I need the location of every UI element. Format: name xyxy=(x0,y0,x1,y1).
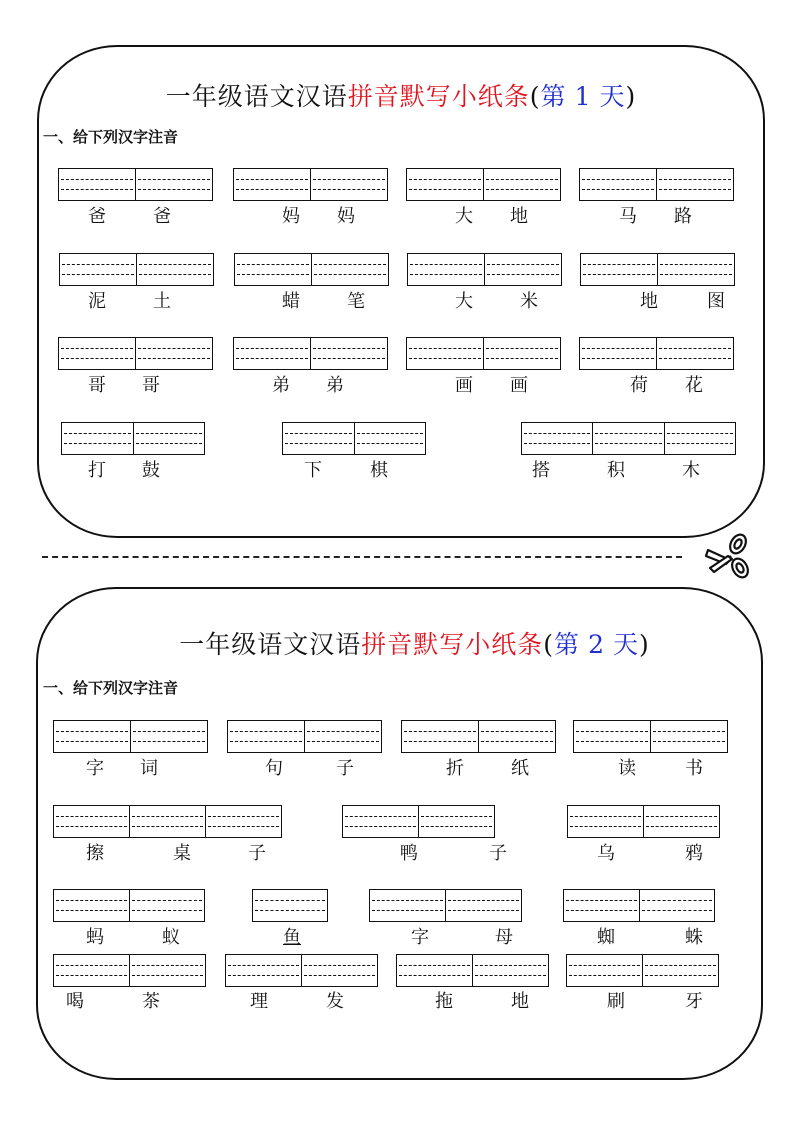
hanzi: 哥 xyxy=(142,375,160,396)
hanzi: 图 xyxy=(707,291,725,312)
pinyin-box[interactable] xyxy=(53,954,206,987)
pinyin-box[interactable] xyxy=(58,168,213,201)
pinyin-box[interactable] xyxy=(396,954,549,987)
hanzi: 大 xyxy=(455,206,473,227)
pinyin-box[interactable] xyxy=(342,805,495,838)
pinyin-box[interactable] xyxy=(234,253,389,286)
hanzi: 理 xyxy=(250,991,268,1012)
hanzi: 桌 xyxy=(173,843,191,864)
hanzi: 擦 xyxy=(86,843,104,864)
title-blue-prefix: 第 xyxy=(554,630,581,659)
pinyin-box[interactable] xyxy=(567,805,720,838)
hanzi: 鸭 xyxy=(400,843,418,864)
hanzi: 马 xyxy=(619,206,637,227)
hanzi: 子 xyxy=(248,843,266,864)
hanzi: 弟 xyxy=(272,375,290,396)
title-paren-close: ) xyxy=(625,82,637,111)
hanzi: 母 xyxy=(495,927,513,948)
hanzi: 打 xyxy=(88,460,106,481)
hanzi: 茶 xyxy=(142,991,160,1012)
pinyin-box[interactable] xyxy=(53,720,208,753)
hanzi: 路 xyxy=(674,206,692,227)
hanzi: 土 xyxy=(153,291,171,312)
hanzi: 鼓 xyxy=(142,460,160,481)
hanzi: 地 xyxy=(640,291,658,312)
cut-line xyxy=(42,556,682,558)
hanzi: 书 xyxy=(685,758,703,779)
hanzi: 笔 xyxy=(347,291,365,312)
title-black-part: 一年级语文汉语 xyxy=(179,630,362,659)
hanzi: 词 xyxy=(140,758,158,779)
title-red-part: 拼音默写小纸条 xyxy=(347,82,530,111)
pinyin-box[interactable] xyxy=(579,337,734,370)
pinyin-box[interactable] xyxy=(580,253,735,286)
hanzi: 读 xyxy=(618,758,636,779)
hanzi: 荷 xyxy=(630,375,648,396)
pinyin-box[interactable] xyxy=(282,422,426,455)
title-blue-suffix: 天 xyxy=(599,82,626,111)
title-blue-suffix: 天 xyxy=(612,630,639,659)
hanzi: 句 xyxy=(265,758,283,779)
hanzi: 妈 xyxy=(337,206,355,227)
hanzi: 鱼 xyxy=(283,927,301,948)
pinyin-box[interactable] xyxy=(61,422,205,455)
hanzi: 画 xyxy=(510,375,528,396)
hanzi: 拖 xyxy=(435,991,453,1012)
hanzi: 鸦 xyxy=(685,843,703,864)
hanzi: 画 xyxy=(455,375,473,396)
pinyin-box[interactable] xyxy=(252,889,328,922)
hanzi: 子 xyxy=(489,843,507,864)
hanzi: 棋 xyxy=(370,460,388,481)
hanzi: 蚁 xyxy=(162,927,180,948)
hanzi: 蛛 xyxy=(685,927,703,948)
hanzi: 蚂 xyxy=(86,927,104,948)
scissors-icon xyxy=(700,530,752,582)
hanzi: 妈 xyxy=(282,206,300,227)
hanzi: 牙 xyxy=(685,991,703,1012)
hanzi: 花 xyxy=(685,375,703,396)
title-paren-open: ( xyxy=(529,82,541,111)
hanzi: 喝 xyxy=(66,991,84,1012)
hanzi: 下 xyxy=(304,460,322,481)
hanzi: 大 xyxy=(455,291,473,312)
hanzi: 字 xyxy=(411,927,429,948)
card-title xyxy=(39,77,763,113)
pinyin-box[interactable] xyxy=(566,954,719,987)
hanzi: 木 xyxy=(682,460,700,481)
pinyin-box[interactable] xyxy=(58,337,213,370)
card-title xyxy=(38,625,761,661)
pinyin-box[interactable] xyxy=(53,889,205,922)
hanzi: 地 xyxy=(510,206,528,227)
pinyin-box[interactable] xyxy=(579,168,734,201)
hanzi: 哥 xyxy=(88,375,106,396)
title-red-part: 拼音默写小纸条 xyxy=(361,630,544,659)
title-black-part: 一年级语文汉语 xyxy=(165,82,348,111)
hanzi: 弟 xyxy=(326,375,344,396)
pinyin-box[interactable] xyxy=(407,253,562,286)
pinyin-box[interactable] xyxy=(233,168,388,201)
hanzi: 蜡 xyxy=(282,291,300,312)
pinyin-box[interactable] xyxy=(406,337,561,370)
pinyin-box[interactable] xyxy=(573,720,728,753)
pinyin-box[interactable] xyxy=(233,337,388,370)
pinyin-box[interactable] xyxy=(563,889,715,922)
hanzi: 地 xyxy=(511,991,529,1012)
title-blue-prefix: 第 xyxy=(540,82,567,111)
section-heading: 一、给下列汉字注音 xyxy=(43,128,179,146)
title-paren-close: ) xyxy=(638,630,650,659)
hanzi: 纸 xyxy=(511,758,529,779)
hanzi: 积 xyxy=(607,460,625,481)
hanzi: 爸 xyxy=(88,206,106,227)
hanzi: 刷 xyxy=(607,991,625,1012)
pinyin-box[interactable] xyxy=(225,954,378,987)
hanzi: 字 xyxy=(86,758,104,779)
hanzi: 米 xyxy=(520,291,538,312)
pinyin-box[interactable] xyxy=(227,720,382,753)
section-heading: 一、给下列汉字注音 xyxy=(43,679,179,697)
title-day-number: 2 xyxy=(588,630,605,659)
hanzi: 搭 xyxy=(532,460,550,481)
title-paren-open: ( xyxy=(543,630,555,659)
pinyin-box[interactable] xyxy=(406,168,561,201)
hanzi: 乌 xyxy=(597,843,615,864)
hanzi: 折 xyxy=(446,758,464,779)
hanzi: 泥 xyxy=(88,291,106,312)
title-day-number: 1 xyxy=(574,82,592,111)
hanzi: 蜘 xyxy=(597,927,615,948)
pinyin-box[interactable] xyxy=(369,889,522,922)
pinyin-box[interactable] xyxy=(401,720,556,753)
pinyin-box[interactable] xyxy=(59,253,214,286)
pinyin-box[interactable] xyxy=(521,422,736,455)
hanzi: 发 xyxy=(326,991,344,1012)
pinyin-box[interactable] xyxy=(53,805,282,838)
hanzi: 爸 xyxy=(153,206,171,227)
hanzi: 子 xyxy=(336,758,354,779)
